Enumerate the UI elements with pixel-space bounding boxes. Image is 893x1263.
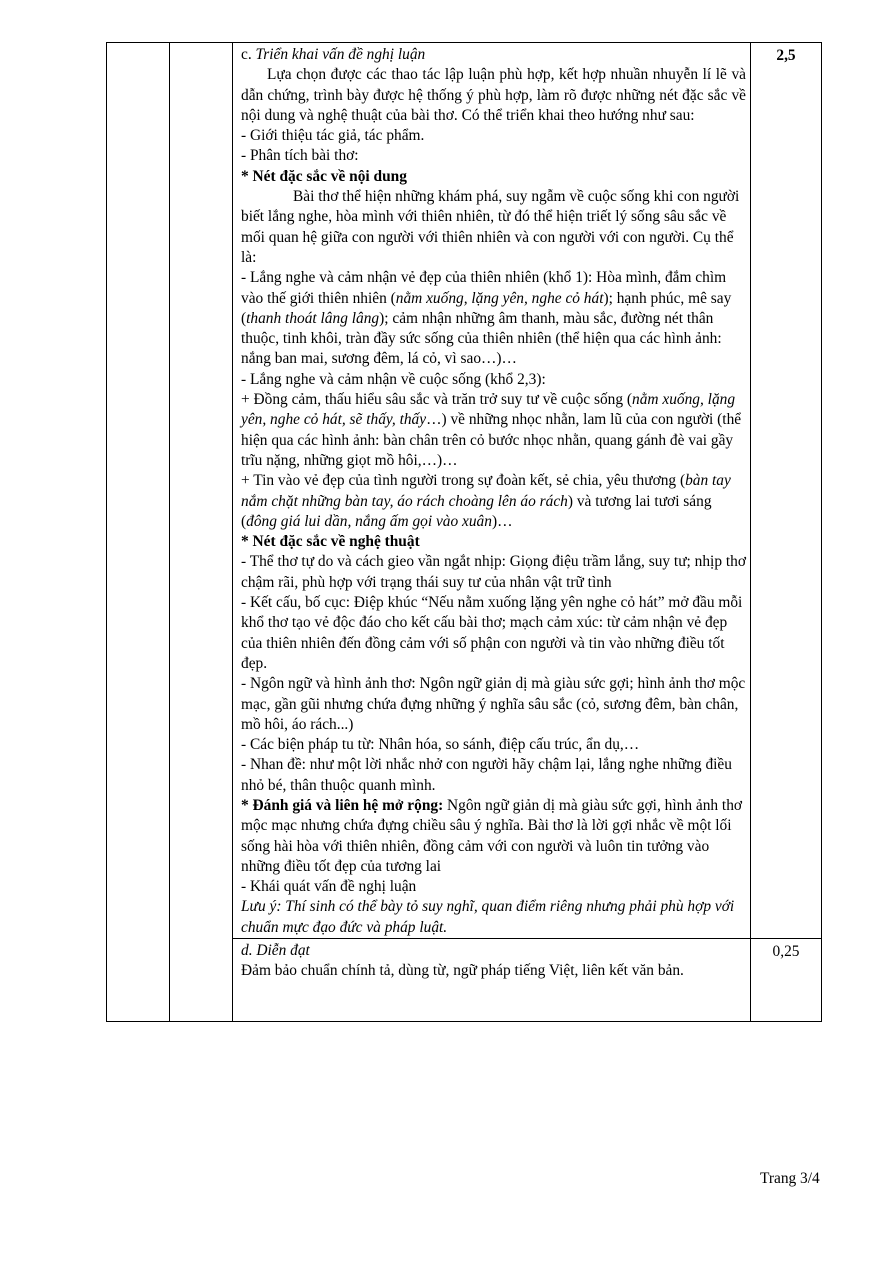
section-c-heading: c. Triển khai vấn đề nghị luận xyxy=(241,46,426,63)
score-c: 2,5 xyxy=(776,47,796,64)
section-d-heading: d. Diễn đạt xyxy=(241,942,310,960)
grading-table xyxy=(106,42,822,1022)
column-question xyxy=(170,43,233,1022)
section-c-intro: Lựa chọn được các thao tác lập luận phù hợp, kết hợp nhuần nhuyễn lí lẽ và dẫn chứng, trình bày được hệ thống ý phù hợp, làm rõ được những nét đặc sắc về nội dung và nghệ thuật của bài thơ. Có thể triển khai theo hướng như sau: xyxy=(241,66,746,124)
content-heading: * Nét đặc sắc về nội dung xyxy=(241,167,407,185)
criteria-cell-d xyxy=(233,939,751,1022)
life-heading: - Lắng nghe và cảm nhận về cuộc sống (khổ 2,3): xyxy=(241,370,546,388)
score-cell-d xyxy=(751,939,822,1022)
score-d: 0,25 xyxy=(772,943,800,961)
table-row-section-c xyxy=(107,43,822,939)
art-heading: * Nét đặc sắc về nghệ thuật xyxy=(241,533,420,551)
intro-item: - Phân tích bài thơ: xyxy=(241,147,359,165)
evaluation-paragraph: * Đánh giá và liên hệ mở rộng: Ngôn ngữ giản dị mà giàu sức gợi, hình ảnh thơ mộc mạc nhưng chứa đựng chiều sâu ý nghĩa. Bài thơ là lời gợi nhắc về một lối sống hài hòa với thiên nhiên, đồng cảm với con người và luôn tin tưởng vào những điều tốt đẹp của tương lai xyxy=(241,796,743,875)
section-d-text: Đảm bảo chuẩn chính tả, dùng từ, ngữ pháp tiếng Việt, liên kết văn bản. xyxy=(241,962,684,980)
art-item: - Ngôn ngữ và hình ảnh thơ: Ngôn ngữ giản dị mà giàu sức gợi; hình ảnh thơ mộc mạc, gần gũi nhưng chứa đựng những ý nghĩa sâu sắc (cỏ, sương đêm, bàn chân, mồ hôi, áo rách...) xyxy=(241,675,746,733)
art-item: - Các biện pháp tu từ: Nhân hóa, so sánh, điệp cấu trúc, ẩn dụ,… xyxy=(241,736,640,754)
summary-item: - Khái quát vấn đề nghị luận xyxy=(241,878,417,896)
column-part xyxy=(107,43,170,1022)
criteria-cell-c xyxy=(233,43,751,939)
content-paragraph: Bài thơ thể hiện những khám phá, suy ngẫm về cuộc sống khi con người biết lắng nghe, hòa mình với thiên nhiên, từ đó thể hiện triết lý sống sâu sắc về mối quan hệ giữa con người với thiên nhiên và con người với con người. Cụ thể là: xyxy=(241,188,740,266)
page-number: Trang 3/4 xyxy=(760,1170,820,1187)
art-item: - Thể thơ tự do và cách gieo vần ngắt nhịp: Giọng điệu trầm lắng, suy tư; nhịp thơ chậm rãi, phù hợp với trạng thái suy tư của nhân vật trữ tình xyxy=(241,553,746,591)
life-paragraph-2: + Tin vào vẻ đẹp của tình người trong sự đoàn kết, sẻ chia, yêu thương (bàn tay nắm chặt những bàn tay, áo rách choàng lên áo rách) và tương lai tươi sáng (đông giá lui dần, nắng ấm gọi vào xuân)… xyxy=(241,472,731,530)
nature-paragraph: - Lắng nghe và cảm nhận vẻ đẹp của thiên nhiên (khổ 1): Hòa mình, đắm chìm vào thế giới thiên nhiên (nằm xuống, lặng yên, nghe cỏ hát); hạnh phúc, mê say (thanh thoát lâng lâng); cảm nhận những âm thanh, màu sắc, đường nét thân thuộc, tinh khôi, tràn đầy sức sống của thiên nhiên (thể hiện qua các hình ảnh: nắng ban mai, sương đêm, lá cỏ, vì sao…)… xyxy=(241,269,732,368)
intro-item: - Giới thiệu tác giả, tác phẩm. xyxy=(241,127,425,145)
note: Lưu ý: Thí sinh có thể bày tỏ suy nghĩ, quan điểm riêng nhưng phải phù hợp với chuẩn mực đạo đức và pháp luật. xyxy=(241,898,735,936)
art-item: - Kết cấu, bố cục: Điệp khúc “Nếu nằm xuống lặng yên nghe cỏ hát” mở đầu mỗi khổ thơ tạo vẻ độc đáo cho kết cấu bài thơ; mạch cảm xúc: từ cảm nhận vẻ đẹp của thiên nhiên đến đồng cảm với số phận con người và tin vào những điều tốt đẹp. xyxy=(241,594,743,672)
life-paragraph-1: + Đồng cảm, thấu hiểu sâu sắc và trăn trở suy tư về cuộc sống (nằm xuống, lặng yên, nghe cỏ hát, sẽ thấy, thấy…) về những nhọc nhằn, lam lũ của con người (thể hiện qua các hình ảnh: bàn chân trên cỏ bước nhọc nhằn, quang gánh đè vai gầy trĩu nặng, những giọt mồ hôi,…)… xyxy=(241,391,742,469)
art-item: - Nhan đề: như một lời nhắc nhở con người hãy chậm lại, lắng nghe những điều nhỏ bé, thân thuộc quanh mình. xyxy=(241,756,732,794)
score-cell-c xyxy=(751,43,822,939)
